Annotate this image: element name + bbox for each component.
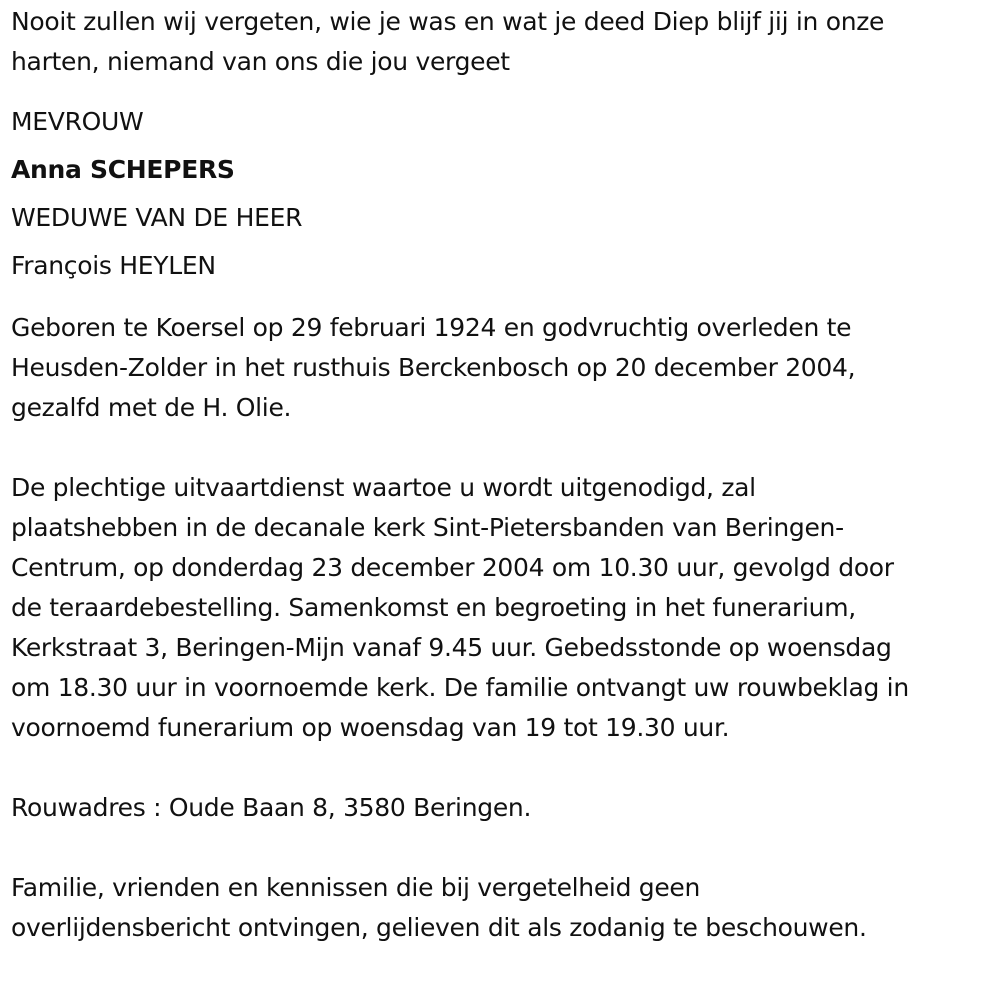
closing-paragraph: [11, 868, 996, 948]
relation-label: WEDUWE VAN DE HEER: [11, 203, 303, 232]
funeral-paragraph: [11, 468, 996, 748]
funeral-line: voornoemd funerarium op woensdag van 19 tot 19.30 uur.: [11, 713, 730, 742]
paragraph-spacer: [11, 428, 996, 468]
funeral-line: De plechtige uitvaartdienst waartoe u wordt uitgenodigd, zal: [11, 473, 756, 502]
closing-line: Familie, vrienden en kennissen die bij vergetelheid geen: [11, 873, 701, 902]
closing-line: overlijdensbericht ontvingen, gelieven dit als zodanig te beschouwen.: [11, 913, 867, 942]
funeral-line: plaatshebben in de decanale kerk Sint-Pietersbanden van Beringen-: [11, 513, 844, 542]
birth-death-paragraph: [11, 308, 996, 428]
paragraph-spacer: [11, 828, 996, 868]
epitaph-line: harten, niemand van ons die jou vergeet: [11, 47, 510, 76]
funeral-line: om 18.30 uur in voornoemde kerk. De familie ontvangt uw rouwbeklag in: [11, 673, 909, 702]
obituary-document: [11, 2, 996, 948]
funeral-line: Centrum, op donderdag 23 december 2004 om 10.30 uur, gevolgd door: [11, 553, 894, 582]
address-paragraph: [11, 788, 996, 828]
deceased-header: [11, 98, 996, 290]
birth-death-line: Geboren te Koersel op 29 februari 1924 en godvruchtig overleden te: [11, 313, 852, 342]
birth-death-line: gezalfd met de H. Olie.: [11, 393, 292, 422]
epitaph-paragraph: [11, 2, 996, 82]
funeral-line: Kerkstraat 3, Beringen-Mijn vanaf 9.45 uur. Gebedsstonde op woensdag: [11, 633, 892, 662]
honorific-title: MEVROUW: [11, 107, 144, 136]
mourning-address: Rouwadres : Oude Baan 8, 3580 Beringen.: [11, 793, 532, 822]
funeral-line: de teraardebestelling. Samenkomst en begroeting in het funerarium,: [11, 593, 856, 622]
birth-death-line: Heusden-Zolder in het rusthuis Berckenbosch op 20 december 2004,: [11, 353, 856, 382]
paragraph-spacer: [11, 748, 996, 788]
deceased-name: Anna SCHEPERS: [11, 155, 235, 184]
spouse-name: François HEYLEN: [11, 251, 216, 280]
epitaph-line: Nooit zullen wij vergeten, wie je was en wat je deed Diep blijf jij in onze: [11, 7, 885, 36]
